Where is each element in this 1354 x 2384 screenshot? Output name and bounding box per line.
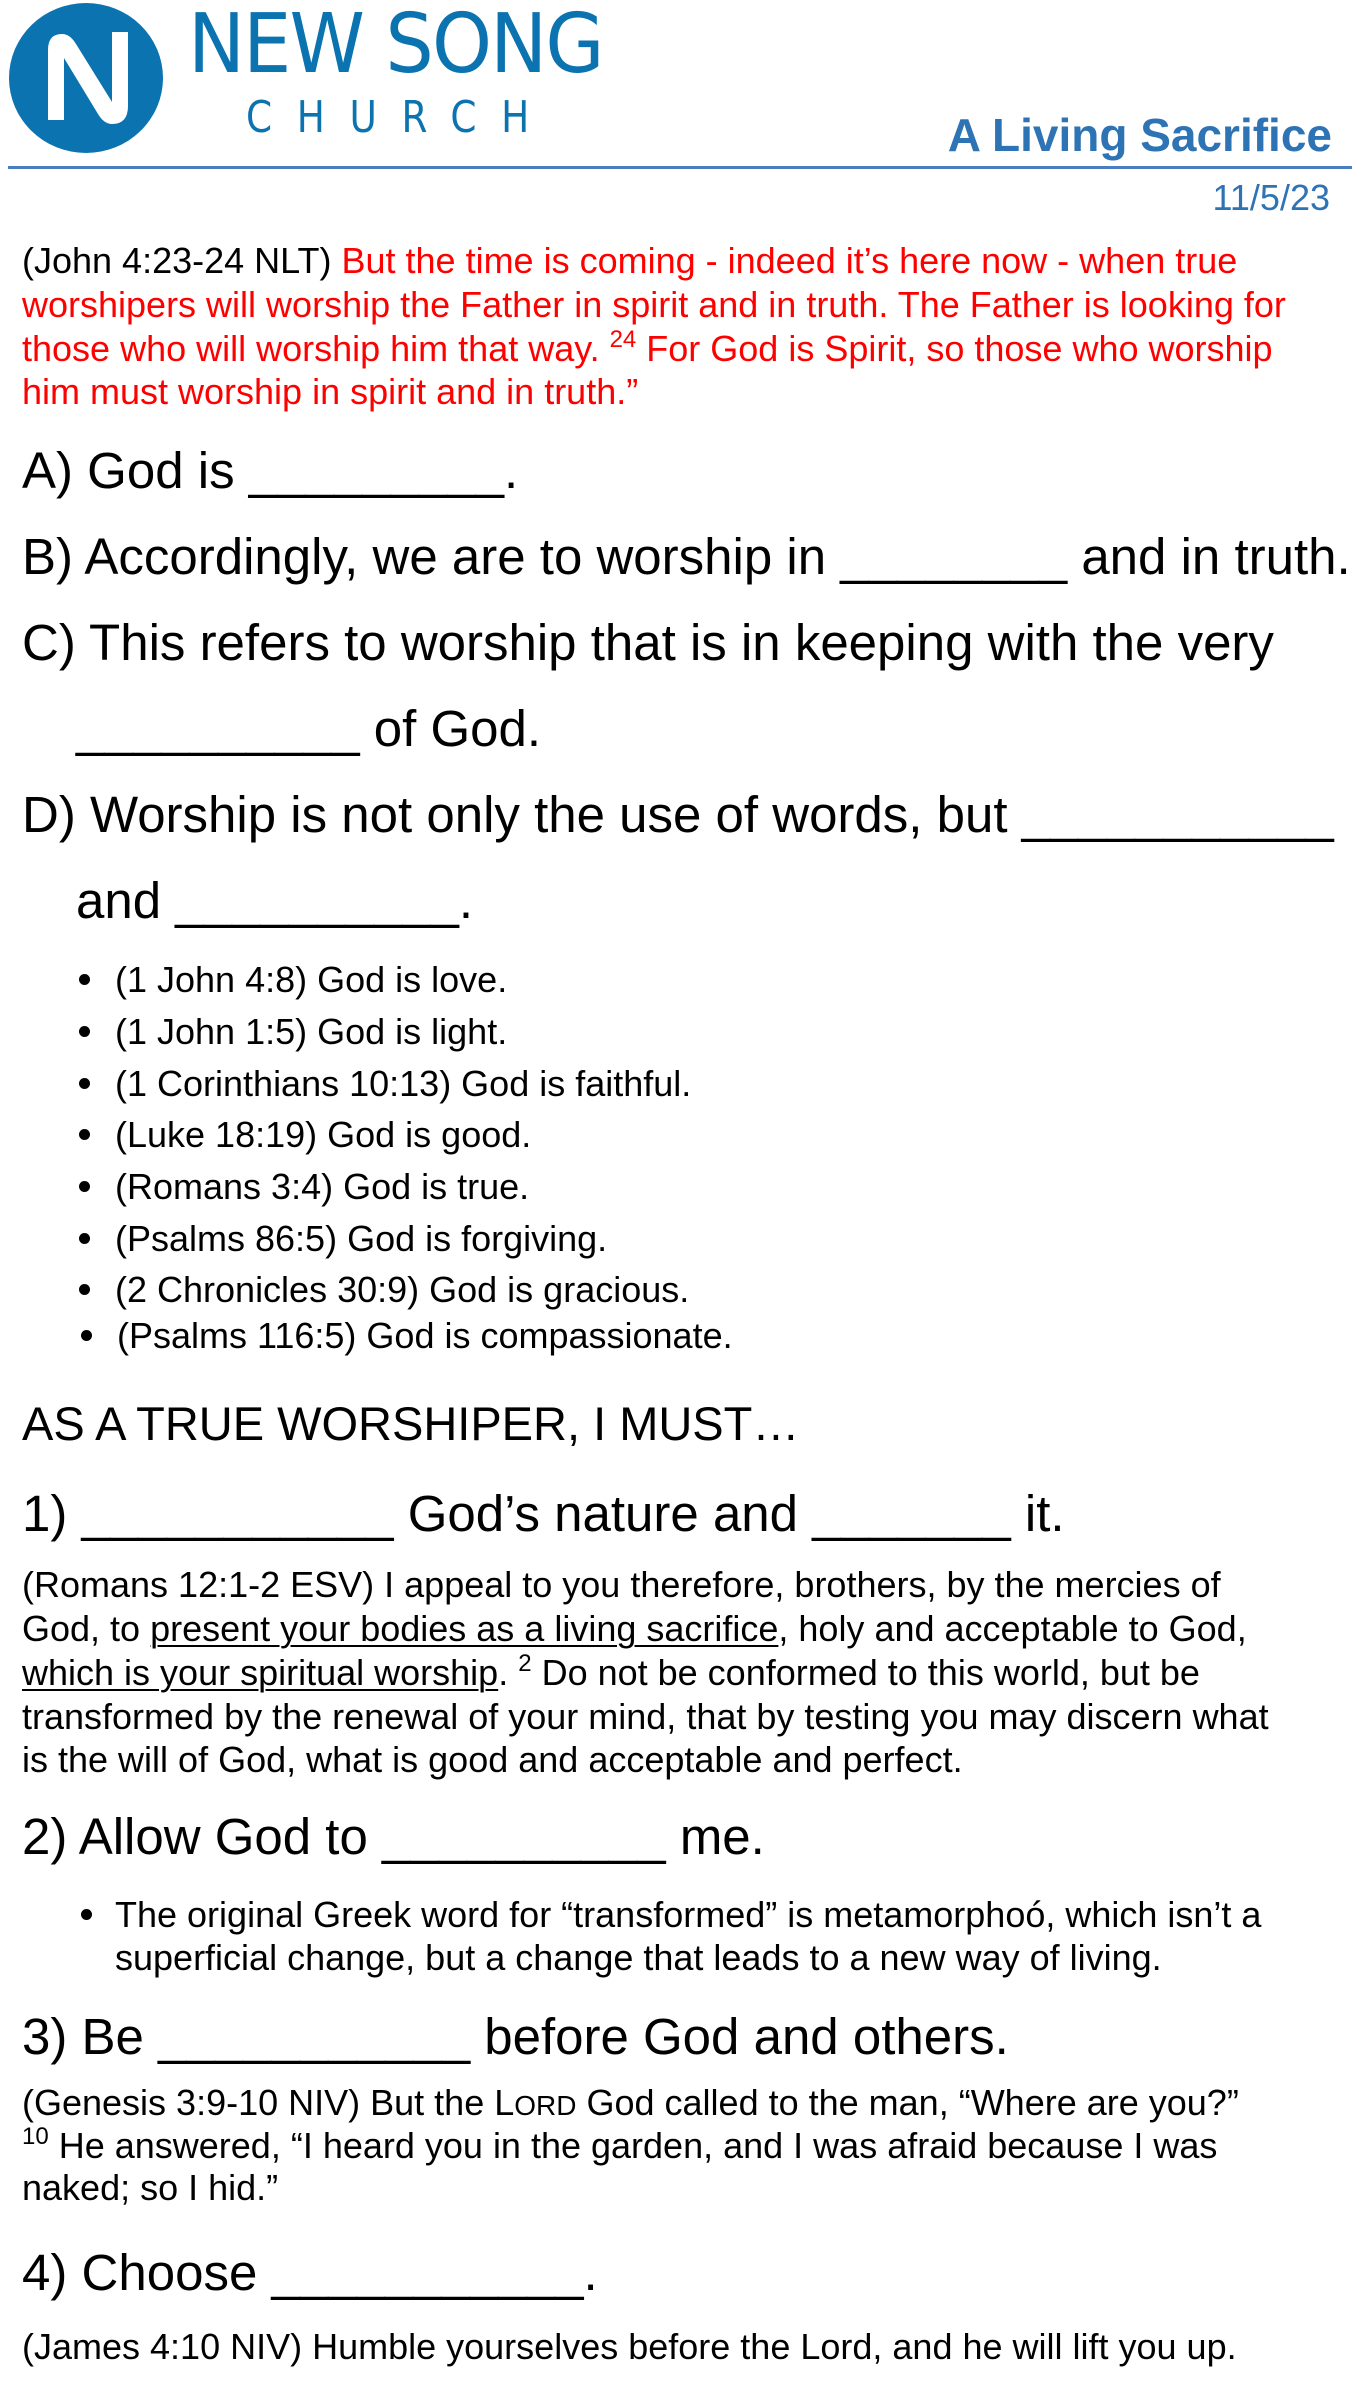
- bullet-icon: [79, 1181, 90, 1192]
- point-a: A) God is _________.: [22, 442, 519, 499]
- passage-line: transformed by the renewal of your mind, that by testing you may discern what: [22, 1696, 1269, 1737]
- point-d: D) Worship is not only the use of words, but ___________: [22, 786, 1334, 843]
- list-item: (Psalms 86:5) God is forgiving.: [115, 1218, 608, 1259]
- james-passage: (James 4:10 NIV) Humble yourselves before the Lord, and he will lift you up.: [22, 2326, 1237, 2367]
- header-divider: [8, 166, 1352, 169]
- brand-subtitle: CHURCH: [246, 92, 554, 143]
- bullet-icon: [79, 1078, 90, 1089]
- passage-line: [22, 2123, 1218, 2166]
- john-quote-line: [22, 326, 1273, 369]
- john-quote-line: him must worship in spirit and in truth.”: [22, 371, 639, 412]
- passage-line: (Romans 12:1-2 ESV) I appeal to you therefore, brothers, by the mercies of: [22, 1564, 1221, 1605]
- church-logo-icon: [8, 2, 164, 154]
- passage-text: God, to: [22, 1608, 151, 1649]
- john-quote-text: But the time is coming - indeed it’s here now - when true: [331, 240, 1238, 281]
- sermon-title: A Living Sacrifice: [947, 109, 1332, 161]
- passage-text: Do not be conformed to this world, but be: [531, 1652, 1200, 1693]
- bullet-icon: [79, 1233, 90, 1244]
- passage-text: God called to the man, “Where are you?”: [576, 2082, 1239, 2123]
- greek-note-line: superficial change, but a change that leads to a new way of living.: [115, 1937, 1162, 1978]
- bullet-icon: [79, 1284, 90, 1295]
- john-quote-line: [22, 240, 1238, 281]
- step-1-heading: 1) ___________ God’s nature and _______ it.: [22, 1485, 1065, 1542]
- section-heading: AS A TRUE WORSHIPER, I MUST…: [22, 1397, 800, 1450]
- john-quote-reference: (John 4:23-24 NLT): [22, 240, 332, 281]
- passage-text: , holy and acceptable to God,: [778, 1608, 1247, 1649]
- list-item: (1 Corinthians 10:13) God is faithful.: [115, 1063, 692, 1104]
- greek-note-line: The original Greek word for “transformed” is metamorphoó, which isn’t a: [115, 1894, 1262, 1935]
- list-item: (Luke 18:19) God is good.: [115, 1114, 532, 1155]
- bullet-icon: [79, 1129, 90, 1140]
- passage-line: naked; so I hid.”: [22, 2167, 279, 2208]
- bullet-icon: [79, 974, 90, 985]
- bullet-icon: [79, 1026, 90, 1037]
- passage-text: .: [498, 1652, 519, 1693]
- point-c: C) This refers to worship that is in keeping with the very: [22, 614, 1274, 671]
- list-item: (Psalms 116:5) God is compassionate.: [117, 1315, 733, 1356]
- john-quote-text: those who will worship him that way.: [22, 328, 610, 369]
- john-quote-line: worshipers will worship the Father in spirit and in truth. The Father is looking for: [22, 284, 1286, 325]
- underlined-text: present your bodies as a living sacrifice: [150, 1608, 779, 1649]
- bullet-icon: [81, 1330, 92, 1341]
- step-3-heading: 3) Be ___________ before God and others.: [22, 2008, 1009, 2065]
- point-c-continued: __________ of God.: [76, 700, 542, 757]
- bullet-icon: [81, 1909, 92, 1920]
- small-caps-text: ORD: [514, 2090, 577, 2121]
- step-4-heading: 4) Choose ___________.: [22, 2244, 598, 2301]
- step-2-heading: 2) Allow God to __________ me.: [22, 1808, 765, 1865]
- passage-text: (Genesis 3:9-10 NIV) But the L: [22, 2082, 515, 2123]
- verse-number: 2: [518, 1650, 532, 1677]
- passage-text: He answered, “I heard you in the garden, and I was afraid because I was: [48, 2125, 1218, 2166]
- passage-line: [22, 2082, 1239, 2123]
- passage-line: [22, 1650, 1200, 1693]
- list-item: (Romans 3:4) God is true.: [115, 1166, 530, 1207]
- passage-line: [22, 1608, 1247, 1649]
- sermon-date: 11/5/23: [1212, 177, 1330, 218]
- brand-name: NEW SONG: [188, 0, 603, 92]
- passage-line: is the will of God, what is good and acceptable and perfect.: [22, 1739, 963, 1780]
- list-item: (1 John 4:8) God is love.: [115, 959, 508, 1000]
- verse-number: 10: [22, 2123, 49, 2150]
- point-b: B) Accordingly, we are to worship in ________ and in truth.: [22, 528, 1351, 585]
- verse-number: 24: [609, 326, 637, 353]
- list-item: (1 John 1:5) God is light.: [115, 1011, 508, 1052]
- point-d-continued: and __________.: [76, 872, 474, 929]
- list-item: (2 Chronicles 30:9) God is gracious.: [115, 1269, 690, 1310]
- john-quote-text: For God is Spirit, so those who worship: [636, 328, 1273, 369]
- underlined-text: which is your spiritual worship: [22, 1652, 499, 1693]
